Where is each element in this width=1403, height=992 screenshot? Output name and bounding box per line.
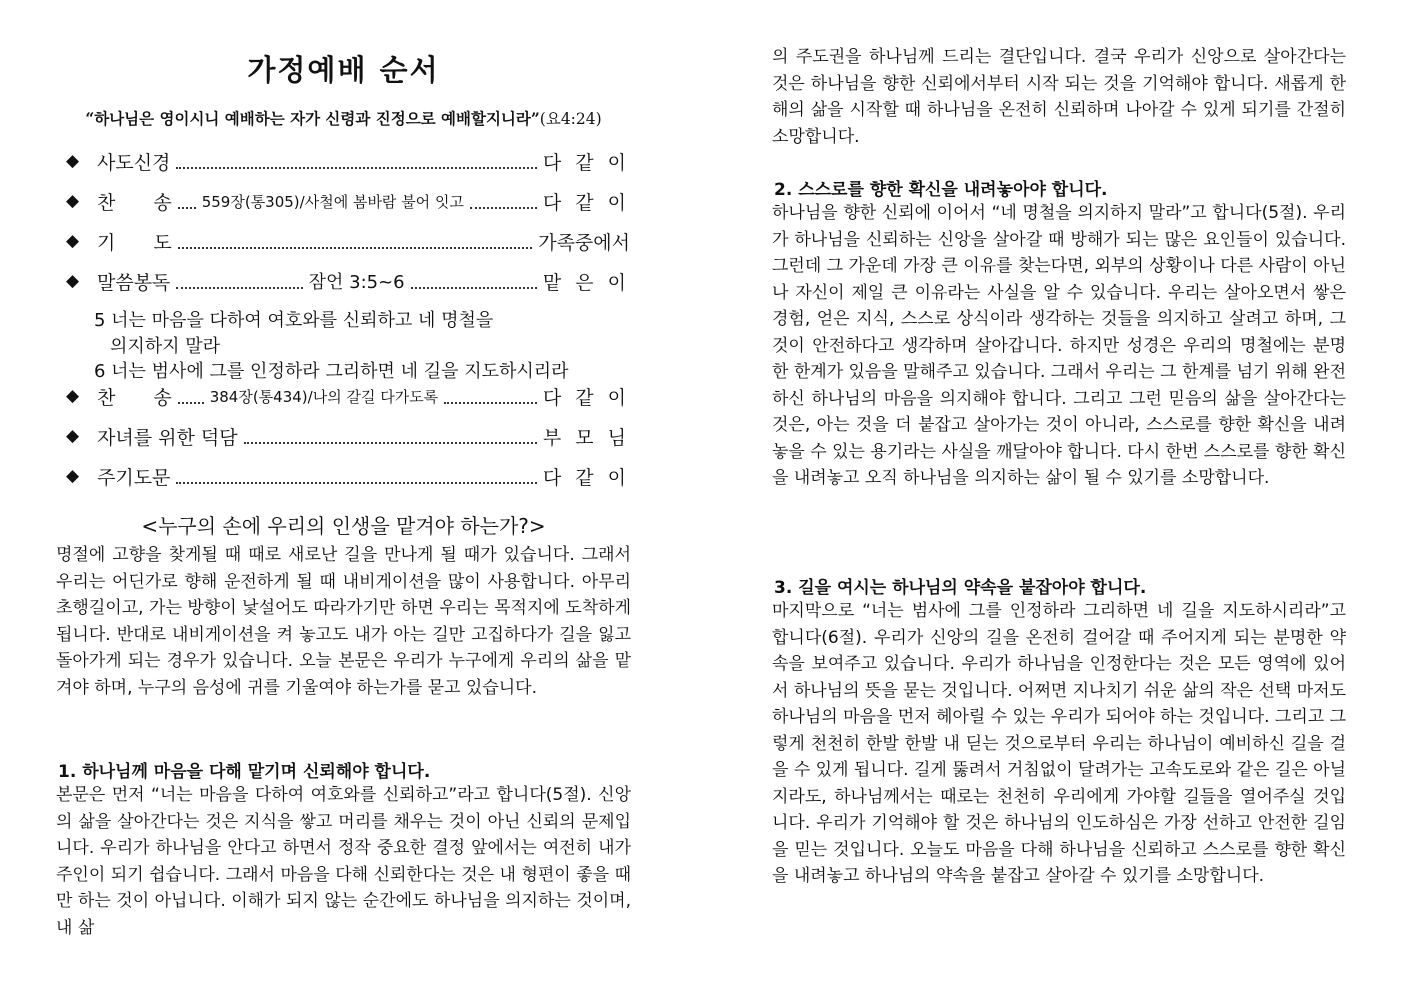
point-1-body <box>56 782 631 941</box>
leader-dots <box>411 273 537 289</box>
order-item-prayer <box>66 226 630 256</box>
order-label: 사도신경 <box>97 151 171 174</box>
leader-dots <box>176 468 536 484</box>
theme-verse <box>56 107 631 129</box>
leader-dots <box>470 193 537 209</box>
order-leader: 다 같 이 <box>542 151 630 174</box>
sermon-intro <box>56 542 631 701</box>
point-3-heading: 3. 길을 여시는 하나님의 약속을 붙잡아야 합니다. <box>774 578 1147 598</box>
order-label: 기 도 <box>97 231 172 254</box>
order-item-blessing <box>66 421 630 451</box>
diamond-bullet-icon: ◆ <box>66 271 80 291</box>
paragraph-text: 본문은 먼저 “너는 마음을 다하여 여호와를 신뢰하고”라고 합니다(5절). 신앙의 삶을 살아간다는 것은 지식을 쌓고 머리를 채우는 것이 아닌 신뢰의 문제입니다. 우리가 하나님을 안다고 하면서 정작 중요한 결정 앞에서는 여전히 내가 주인이 되기 쉽습니다. 그래서 마음을 다해 신뢰한다는 것은 내 형편이 좋을 때만 하는 것이 아닙니다. 이해가 되지 않는 순간에도 하나님을 의지하는 것이며, 내 삶 <box>56 785 631 938</box>
theme-verse-text: “하나님은 영이시니 예배하는 자가 신령과 진정으로 예배할지니라” <box>85 109 540 128</box>
paragraph-text: 하나님을 향한 신뢰에 이어서 “네 명철을 의지하지 말라”고 합니다(5절). 우리가 하나님을 신뢰하는 신앙을 살아갈 때 방해가 되는 많은 요인들이 있습니다. 그런데 그 가운데 가장 큰 이유를 찾는다면, 외부의 상황이나 다른 사람이 아닌 나 자신이 제일 큰 이유라는 사실을 알 수 있습니다. 우리는 살아오면서 쌓은 경험, 얻은 지식, 스스로 상식이라 생각하는 것들을 의지하고 살려고 하며, 그것이 안전하다고 생각하며 살아갑니다. 하지만 성경은 우리의 명철에는 분명한 한계가 있음을 말해주고 있습니다. 그래서 우리는 그 한계를 넘기 위해 완전하신 하나님의 마음을 의지해야 합니다. 그리고 그런 믿음의 삶을 살아간다는 것은, 아는 것을 더 붙잡고 살아가는 것이 아니라, 스스로를 향한 확신을 내려놓을 수 있는 용기라는 사실을 깨달아야 합니다. 다시 한번 스스로를 향한 확신을 내려놓고 오직 하나님을 의지하는 삶이 될 수 있기를 소망합니다. <box>772 203 1346 488</box>
leader-dots <box>176 273 302 289</box>
order-label: 말씀봉독 <box>97 271 171 294</box>
order-label: 주기도문 <box>97 466 171 489</box>
order-item-hymn-1 <box>66 186 630 216</box>
hymn-info: 384장(통434)/나의 갈길 다가도록 <box>209 387 439 406</box>
sermon-title: <누구의 손에 우리의 인생을 맡겨야 하는가?> <box>141 514 546 538</box>
leader-dots <box>244 428 537 444</box>
point-1-continued <box>772 44 1346 150</box>
paragraph-text: 마지막으로 “너는 범사에 그를 인정하라 그리하면 네 길을 지도하시리라”고 합니다(6절). 우리가 신앙의 길을 온전히 걸어갈 때 주어지게 되는 분명한 약속을 보여주고 있습니다. 우리가 하나님을 인정한다는 것은 모든 영역에 있어서 하나님의 뜻을 묻는 것입니다. 어쩌면 지나치기 쉬운 삶의 작은 선택 마저도 하나님의 마음을 먼저 헤아릴 수 있는 우리가 되어야 하는 것입니다. 그리고 그렇게 천천히 한발 한발 내 딛는 것으로부터 우리는 하나님이 예비하신 길을 걸을 수 있게 됩니다. 길게 뚫려서 거침없이 달려가는 고속도로와 같은 길은 아닐지라도, 하나님께서는 때로는 천천히 우리에게 가야할 길들을 열어주실 것입니다. 우리가 기억해야 할 것은 하나님의 인도하심은 가장 선하고 안전한 길임을 믿는 것입니다. 오늘도 마음을 다해 하나님을 신뢰하고 스스로를 향한 확신을 내려놓고 하나님의 약속을 붙잡고 살아갈 수 있기를 소망합니다. <box>772 601 1346 886</box>
order-leader: 다 같 이 <box>542 386 630 409</box>
order-item-lords-prayer <box>66 461 630 491</box>
order-label: 자녀를 위한 덕담 <box>97 426 238 449</box>
diamond-bullet-icon: ◆ <box>66 466 80 486</box>
leader-dots <box>178 193 196 209</box>
order-leader: 가족중에서 <box>538 231 630 254</box>
order-item-hymn-2 <box>66 381 630 411</box>
paragraph-text: 의 주도권을 하나님께 드리는 결단입니다. 결국 우리가 신앙으로 살아간다는 것은 하나님을 향한 신뢰에서부터 시작 되는 것을 기억해야 합니다. 새롭게 한해의 삶을 시작할 때 하나님을 온전히 신뢰하며 나아갈 수 있게 되기를 간절히 소망합니다. <box>772 47 1346 147</box>
order-label: 찬 송 <box>97 386 172 409</box>
page-title: 가정예배 순서 <box>247 53 440 87</box>
diamond-bullet-icon: ◆ <box>66 386 80 406</box>
diamond-bullet-icon: ◆ <box>66 426 80 446</box>
diamond-bullet-icon: ◆ <box>66 191 80 211</box>
scripture-line: 6 너는 범사에 그를 인정하라 그리하면 네 길을 지도하시리라 <box>94 361 569 382</box>
leader-dots <box>176 153 536 169</box>
diamond-bullet-icon: ◆ <box>66 151 80 171</box>
scripture-line: 5 너는 마음을 다하여 여호와를 신뢰하고 네 명철을 <box>94 310 494 331</box>
order-item-reading <box>66 266 630 296</box>
leader-dots <box>178 388 204 404</box>
point-1-heading: 1. 하나님께 마음을 다해 맡기며 신뢰해야 합니다. <box>58 762 431 782</box>
order-item-creed <box>66 146 630 176</box>
point-2-heading: 2. 스스로를 향한 확신을 내려놓아야 합니다. <box>774 180 1108 200</box>
order-leader: 다 같 이 <box>542 191 630 214</box>
point-2-body <box>772 200 1346 492</box>
hymn-info: 559장(통305)/사철에 봄바람 불어 잇고 <box>201 192 464 211</box>
scripture-line: 의지하지 말라 <box>110 336 221 357</box>
leader-dots <box>178 233 533 249</box>
leader-dots <box>444 388 537 404</box>
theme-verse-ref: (요4:24) <box>539 110 602 128</box>
reading-ref: 잠언 3:5~6 <box>308 272 405 293</box>
point-3-body <box>772 598 1346 890</box>
paragraph-text: 명절에 고향을 찾게될 때 때로 새로난 길을 만나게 될 때가 있습니다. 그래서 우리는 어딘가로 향해 운전하게 될 때 내비게이션을 많이 사용합니다. 아무리 초행길이고, 가는 방향이 낯설어도 따라가기만 하면 우리는 목적지에 도착하게 됩니다. 반대로 내비게이션을 켜 놓고도 내가 아는 길만 고집하다가 길을 잃고 돌아가게 되는 경우가 있습니다. 오늘 본문은 우리가 누구에게 우리의 삶을 맡겨야 하며, 누구의 음성에 귀를 기울여야 하는가를 묻고 있습니다. <box>56 545 631 698</box>
order-leader: 다 같 이 <box>542 466 630 489</box>
diamond-bullet-icon: ◆ <box>66 231 80 251</box>
order-label: 찬 송 <box>97 191 172 214</box>
order-leader: 부 모 님 <box>542 426 630 449</box>
order-leader: 맡 은 이 <box>542 271 630 294</box>
